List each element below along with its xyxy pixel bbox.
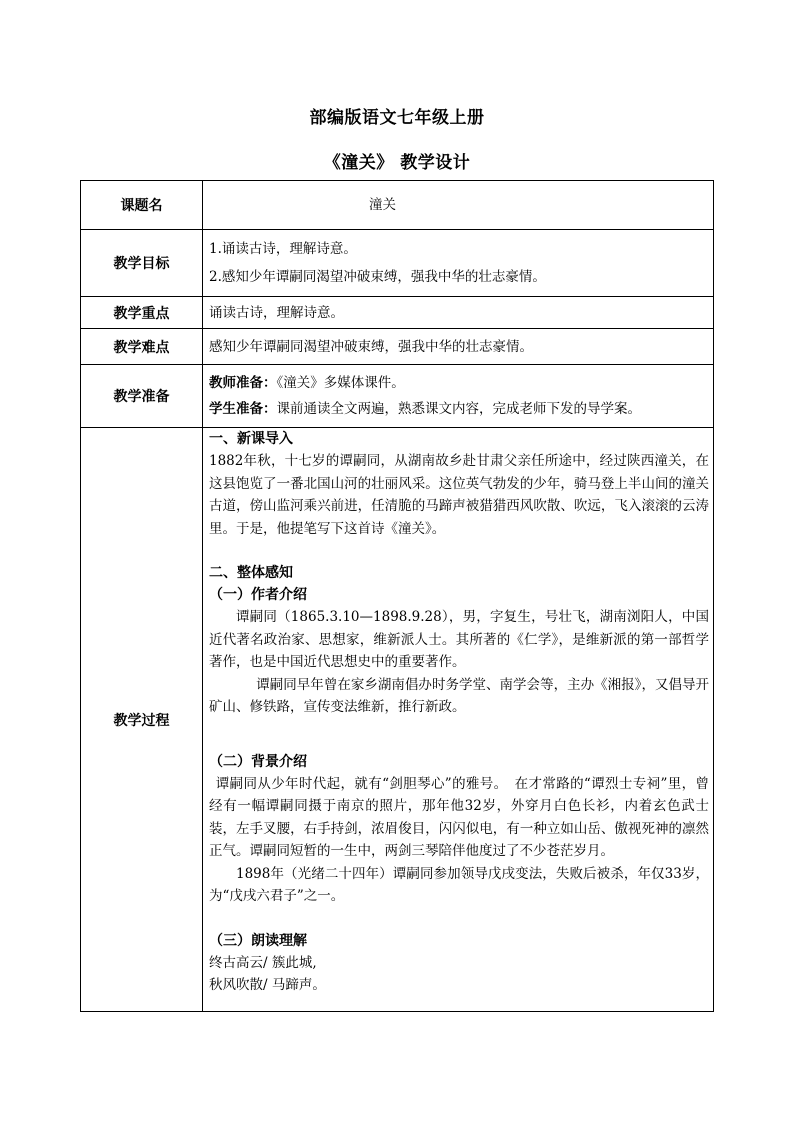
section-overview-title: 二、整体感知 <box>209 565 293 581</box>
student-prep-text: 课前通读全文两遍，熟悉课文内容，完成老师下发的导学案。 <box>276 401 641 417</box>
spacer <box>209 540 709 562</box>
poem-line-1: 终古高云/ 簇此城, <box>209 954 317 971</box>
preparation-cell <box>203 365 714 428</box>
topic-value: 潼关 <box>369 197 396 213</box>
table-row-difficulties <box>81 329 714 365</box>
spacer <box>209 908 709 930</box>
table-row-key-points <box>81 297 714 329</box>
goals-label: 教学目标 <box>81 230 203 297</box>
teacher-prep-label: 教师准备： <box>209 375 277 391</box>
goals-cell <box>203 230 714 297</box>
student-prep-label: 学生准备： <box>209 401 277 417</box>
table-row-preparation <box>81 365 714 428</box>
process-cell <box>203 428 714 1012</box>
background-intro-p1: 谭嗣同从少年时代起，就有“剑胆琴心”的雅号。 在才常路的“谭烈士专祠”里，曾经有一幅谭嗣同摄于南京的照片，那年他32岁，外穿月白色长衫，内着玄色武士装，左手叉腰，右手持剑，浓眉俊目，闪闪似电，有一种立如山岳、傲视死神的凛然正气。谭嗣同短暂的一生中，两剑三琴陪伴他度过了不少苍茫岁月。 <box>209 775 709 859</box>
section-intro-title: 一、新课导入 <box>209 431 293 447</box>
poem-line-2: 秋风吹散/ 马蹄声。 <box>209 976 326 993</box>
process-label: 教学过程 <box>81 428 203 1012</box>
background-intro-p2: 1898年（光绪二十四年）谭嗣同参加领导戊戌变法，失败后被杀，年仅33岁，为“戊戌六君子”之一。 <box>209 865 709 904</box>
difficulties-label: 教学难点 <box>81 329 203 365</box>
document-subtitle: 《潼关》 教学设计 <box>323 153 471 173</box>
teacher-prep-text: 《潼关》多媒体课件。 <box>276 375 405 391</box>
preparation-label: 教学准备 <box>81 365 203 428</box>
key-points-value: 诵读古诗，理解诗意。 <box>203 297 714 329</box>
topic-cell <box>203 181 714 230</box>
table-row-topic <box>81 181 714 230</box>
reading-title: （三）朗读理解 <box>209 932 307 949</box>
table-row-goals <box>81 230 714 297</box>
author-intro-p1: 谭嗣同（1865.3.10—1898.9.28），男，字复生，号壮飞，湖南浏阳人，中国近代著名政治家、思想家，维新派人士。其所著的《仁学》，是维新派的第一部哲学著作，也是中国近代思想史中的重要著作。 <box>209 609 709 670</box>
student-prep <box>209 396 709 422</box>
author-intro-title: （一）作者介绍 <box>209 587 307 603</box>
document-title: 部编版语文七年级上册 <box>309 108 485 128</box>
background-intro-title: （二）背景介绍 <box>209 753 307 770</box>
teacher-prep <box>209 370 709 396</box>
lesson-plan-table <box>80 180 714 1012</box>
spacer <box>209 719 709 751</box>
topic-label: 课题名 <box>81 181 203 230</box>
goal-item-1: 1.诵读古诗，理解诗意。 <box>209 241 357 257</box>
table-row-process <box>81 428 714 1012</box>
author-intro-p2: 谭嗣同早年曾在家乡湖南倡办时务学堂、南学会等，主办《湘报》，又倡导开矿山、修铁路，宣传变法维新，推行新政。 <box>209 676 709 715</box>
section-intro-text: 1882年秋，十七岁的谭嗣同，从湖南故乡赴甘肃父亲任所途中，经过陕西潼关，在这县饱览了一番北国山河的壮丽风采。这位英气勃发的少年，骑马登上半山间的潼关古道，傍山监河乘兴前进，任清脆的马蹄声被猎猎西风吹散、吹远，飞入滚滚的云涛里。于是，他提笔写下这首诗《潼关》。 <box>209 453 709 537</box>
goal-item-2: 2.感知少年谭嗣同渴望冲破束缚，强我中华的壮志豪情。 <box>209 269 546 285</box>
key-points-label: 教学重点 <box>81 297 203 329</box>
difficulties-value: 感知少年谭嗣同渴望冲破束缚，强我中华的壮志豪情。 <box>203 329 714 365</box>
